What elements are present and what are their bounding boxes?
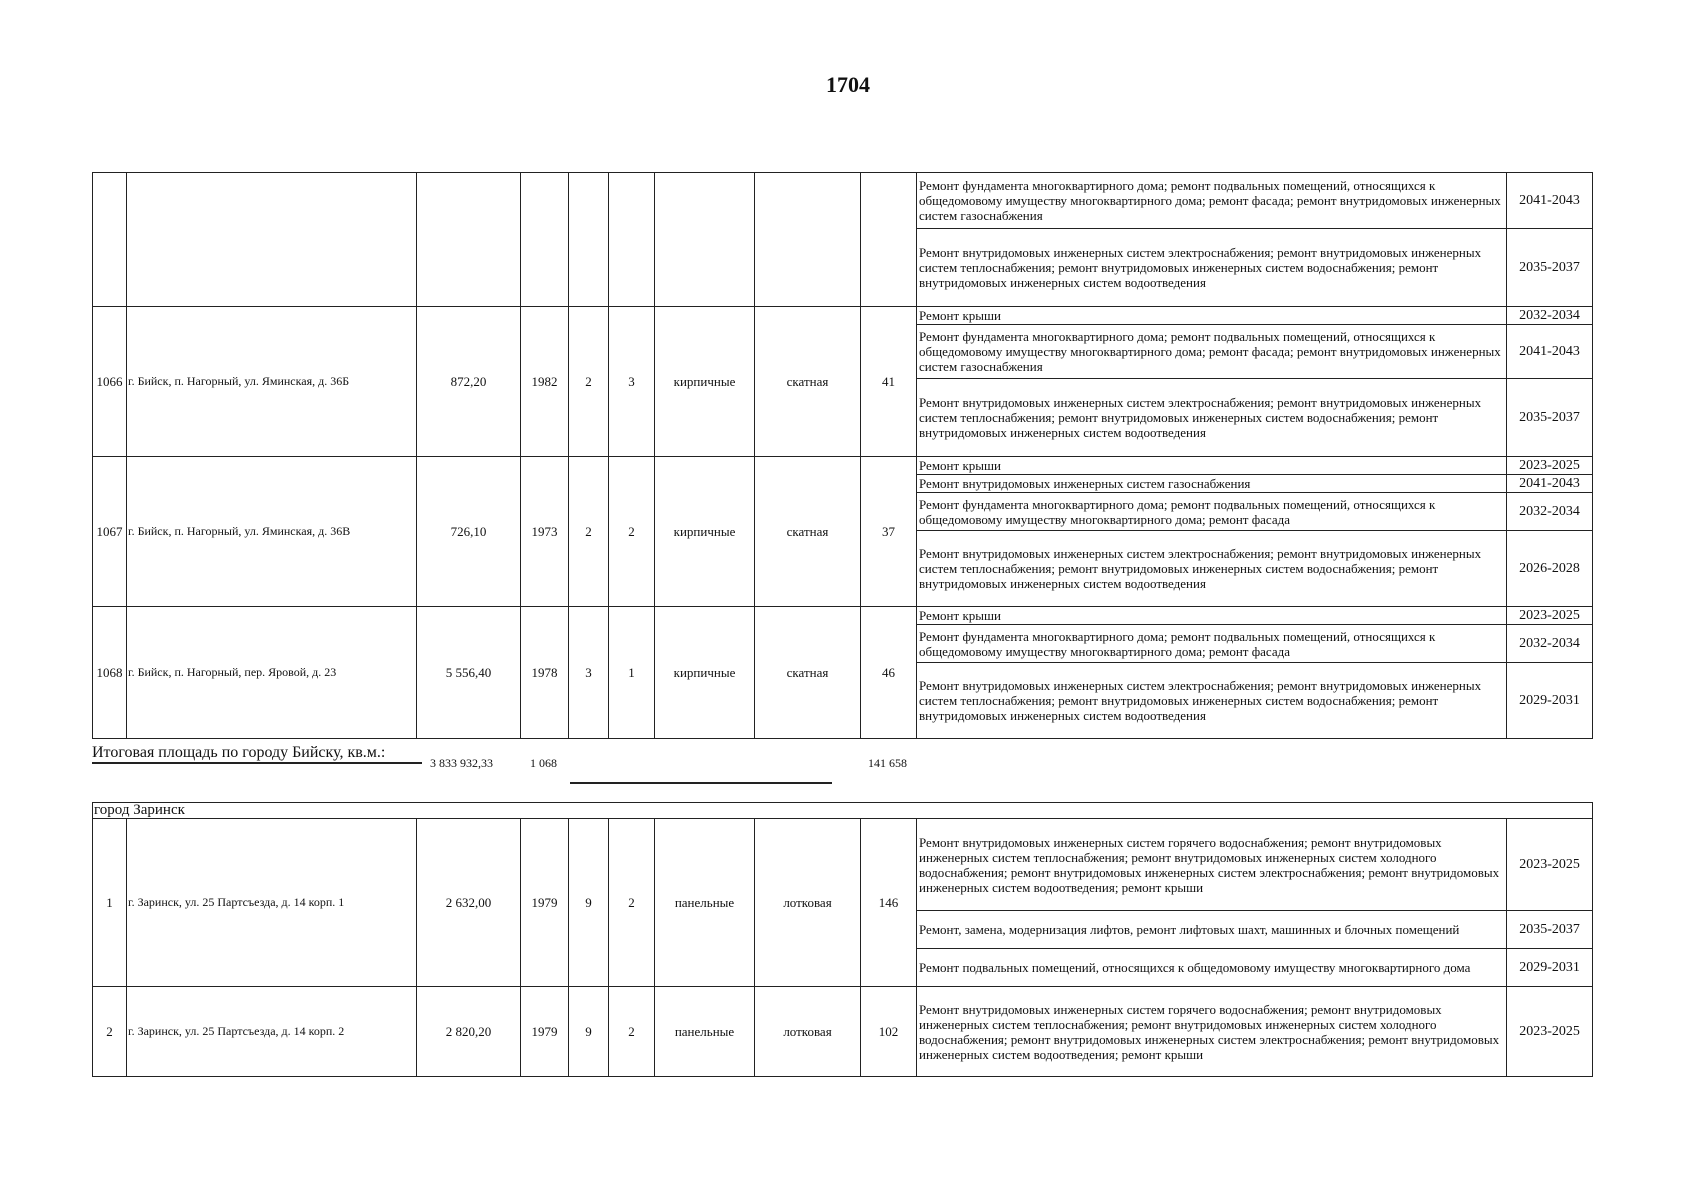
- work-type-cell: Ремонт фундамента многоквартирного дома; ремонт подвальных помещений, относящихся к общедомовому имуществу многоквартирного дома; ремонт фасада: [917, 625, 1507, 663]
- table-row: [93, 307, 1593, 325]
- total-label: Итоговая площадь по городу Бийску, кв.м.:: [92, 744, 422, 764]
- work-type-cell: Ремонт внутридомовых инженерных систем горячего водоснабжения; ремонт внутридомовых инженерных систем теплоснабжения; ремонт внутридомовых инженерных систем холодного водоснабжения; ремонт внутридомовых инженерных систем электроснабжения; ремонт внутридомовых инженерных систем водоотведения; ремонт крыши: [917, 819, 1507, 911]
- period-cell: 2041-2043: [1507, 173, 1593, 229]
- entrances-cell: 3: [609, 307, 655, 457]
- period-cell: 2023-2025: [1507, 819, 1593, 911]
- residents-cell: 46: [861, 607, 917, 739]
- address-cell: г. Бийск, п. Нагорный, пер. Яровой, д. 23: [127, 607, 417, 739]
- table-row: [93, 173, 1593, 229]
- wall-material-cell: кирпичные: [655, 457, 755, 607]
- row-number: 1068: [93, 607, 127, 739]
- area-cell: 2 820,20: [417, 987, 521, 1077]
- work-type-cell: Ремонт внутридомовых инженерных систем электроснабжения; ремонт внутридомовых инженерных систем теплоснабжения; ремонт внутридомовых инженерных систем водоснабжения; ремонт внутридомовых инженерных систем водоотведения: [917, 663, 1507, 739]
- row-number: 1066: [93, 307, 127, 457]
- roof-type-cell: скатная: [755, 607, 861, 739]
- table-row: [93, 607, 1593, 625]
- total-residents: 141 658: [868, 756, 907, 770]
- entrances-cell: 1: [609, 607, 655, 739]
- entrances-cell: [609, 173, 655, 307]
- address-cell: г. Заринск, ул. 25 Партсъезда, д. 14 корп. 1: [127, 819, 417, 987]
- zarinsk-table: [92, 802, 1593, 1077]
- address-cell: г. Заринск, ул. 25 Партсъезда, д. 14 корп. 2: [127, 987, 417, 1077]
- floors-cell: 9: [569, 987, 609, 1077]
- work-type-cell: Ремонт внутридомовых инженерных систем электроснабжения; ремонт внутридомовых инженерных систем теплоснабжения; ремонт внутридомовых инженерных систем водоснабжения; ремонт внутридомовых инженерных систем водоотведения: [917, 379, 1507, 457]
- roof-type-cell: скатная: [755, 307, 861, 457]
- floors-cell: 2: [569, 457, 609, 607]
- table-row: [93, 457, 1593, 475]
- address-cell: г. Бийск, п. Нагорный, ул. Яминская, д. 36В: [127, 457, 417, 607]
- wall-material-cell: [655, 173, 755, 307]
- wall-material-cell: кирпичные: [655, 607, 755, 739]
- work-type-cell: Ремонт, замена, модернизация лифтов, ремонт лифтовых шахт, машинных и блочных помещений: [917, 911, 1507, 949]
- work-type-cell: Ремонт крыши: [917, 607, 1507, 625]
- floors-cell: 9: [569, 819, 609, 987]
- work-type-cell: Ремонт подвальных помещений, относящихся к общедомовому имуществу многоквартирного дома: [917, 949, 1507, 987]
- year-built-cell: [521, 173, 569, 307]
- zarinsk-title-row: [93, 803, 1593, 819]
- floors-cell: 2: [569, 307, 609, 457]
- period-cell: 2026-2028: [1507, 531, 1593, 607]
- area-cell: 2 632,00: [417, 819, 521, 987]
- residents-cell: 102: [861, 987, 917, 1077]
- residents-cell: 41: [861, 307, 917, 457]
- address-cell: [127, 173, 417, 307]
- period-cell: 2032-2034: [1507, 493, 1593, 531]
- page-number: 1704: [826, 72, 870, 97]
- residents-cell: [861, 173, 917, 307]
- work-type-cell: Ремонт фундамента многоквартирного дома; ремонт подвальных помещений, относящихся к общедомовому имуществу многоквартирного дома; ремонт фасада; ремонт внутридомовых инженерных систем газоснабжения: [917, 325, 1507, 379]
- year-built-cell: 1979: [521, 987, 569, 1077]
- row-number: 1: [93, 819, 127, 987]
- biysk-total-row: [92, 740, 1592, 786]
- year-built-cell: 1982: [521, 307, 569, 457]
- area-cell: [417, 173, 521, 307]
- period-cell: 2041-2043: [1507, 325, 1593, 379]
- work-type-cell: Ремонт фундамента многоквартирного дома; ремонт подвальных помещений, относящихся к общедомовому имуществу многоквартирного дома; ремонт фасада; ремонт внутридомовых инженерных систем газоснабжения: [917, 173, 1507, 229]
- work-type-cell: Ремонт фундамента многоквартирного дома; ремонт подвальных помещений, относящихся к общедомовому имуществу многоквартирного дома; ремонт фасада: [917, 493, 1507, 531]
- roof-type-cell: скатная: [755, 457, 861, 607]
- row-number: [93, 173, 127, 307]
- year-built-cell: 1978: [521, 607, 569, 739]
- period-cell: 2032-2034: [1507, 625, 1593, 663]
- table-row: [93, 987, 1593, 1077]
- floors-cell: [569, 173, 609, 307]
- biysk-table: [92, 172, 1593, 739]
- wall-material-cell: панельные: [655, 819, 755, 987]
- row-number: 2: [93, 987, 127, 1077]
- work-type-cell: Ремонт внутридомовых инженерных систем горячего водоснабжения; ремонт внутридомовых инженерных систем теплоснабжения; ремонт внутридомовых инженерных систем холодного водоснабжения; ремонт внутридомовых инженерных систем электроснабжения; ремонт внутридомовых инженерных систем водоотведения; ремонт крыши: [917, 987, 1507, 1077]
- period-cell: 2032-2034: [1507, 307, 1593, 325]
- area-cell: 726,10: [417, 457, 521, 607]
- work-type-cell: Ремонт внутридомовых инженерных систем электроснабжения; ремонт внутридомовых инженерных систем теплоснабжения; ремонт внутридомовых инженерных систем водоснабжения; ремонт внутридомовых инженерных систем водоотведения: [917, 531, 1507, 607]
- period-cell: 2035-2037: [1507, 229, 1593, 307]
- period-cell: 2029-2031: [1507, 663, 1593, 739]
- table-row: [93, 819, 1593, 911]
- work-type-cell: Ремонт внутридомовых инженерных систем газоснабжения: [917, 475, 1507, 493]
- entrances-cell: 2: [609, 987, 655, 1077]
- row-number: 1067: [93, 457, 127, 607]
- work-type-cell: Ремонт крыши: [917, 457, 1507, 475]
- year-built-cell: 1973: [521, 457, 569, 607]
- entrances-cell: 2: [609, 457, 655, 607]
- wall-material-cell: кирпичные: [655, 307, 755, 457]
- floors-cell: 3: [569, 607, 609, 739]
- period-cell: 2035-2037: [1507, 379, 1593, 457]
- residents-cell: 146: [861, 819, 917, 987]
- section-title: город Заринск: [93, 803, 1593, 819]
- entrances-cell: 2: [609, 819, 655, 987]
- roof-type-cell: [755, 173, 861, 307]
- total-count: 1 068: [530, 756, 557, 770]
- period-cell: 2023-2025: [1507, 457, 1593, 475]
- period-cell: 2035-2037: [1507, 911, 1593, 949]
- roof-type-cell: лотковая: [755, 987, 861, 1077]
- total-underline: [570, 782, 832, 784]
- period-cell: 2029-2031: [1507, 949, 1593, 987]
- period-cell: 2023-2025: [1507, 987, 1593, 1077]
- address-cell: г. Бийск, п. Нагорный, ул. Яминская, д. 36Б: [127, 307, 417, 457]
- work-type-cell: Ремонт внутридомовых инженерных систем электроснабжения; ремонт внутридомовых инженерных систем теплоснабжения; ремонт внутридомовых инженерных систем водоснабжения; ремонт внутридомовых инженерных систем водоотведения: [917, 229, 1507, 307]
- area-cell: 872,20: [417, 307, 521, 457]
- work-type-cell: Ремонт крыши: [917, 307, 1507, 325]
- biysk-table-body: [93, 173, 1593, 739]
- residents-cell: 37: [861, 457, 917, 607]
- zarinsk-table-body: [93, 803, 1593, 1077]
- roof-type-cell: лотковая: [755, 819, 861, 987]
- area-cell: 5 556,40: [417, 607, 521, 739]
- wall-material-cell: панельные: [655, 987, 755, 1077]
- total-area: 3 833 932,33: [430, 756, 493, 770]
- period-cell: 2041-2043: [1507, 475, 1593, 493]
- year-built-cell: 1979: [521, 819, 569, 987]
- period-cell: 2023-2025: [1507, 607, 1593, 625]
